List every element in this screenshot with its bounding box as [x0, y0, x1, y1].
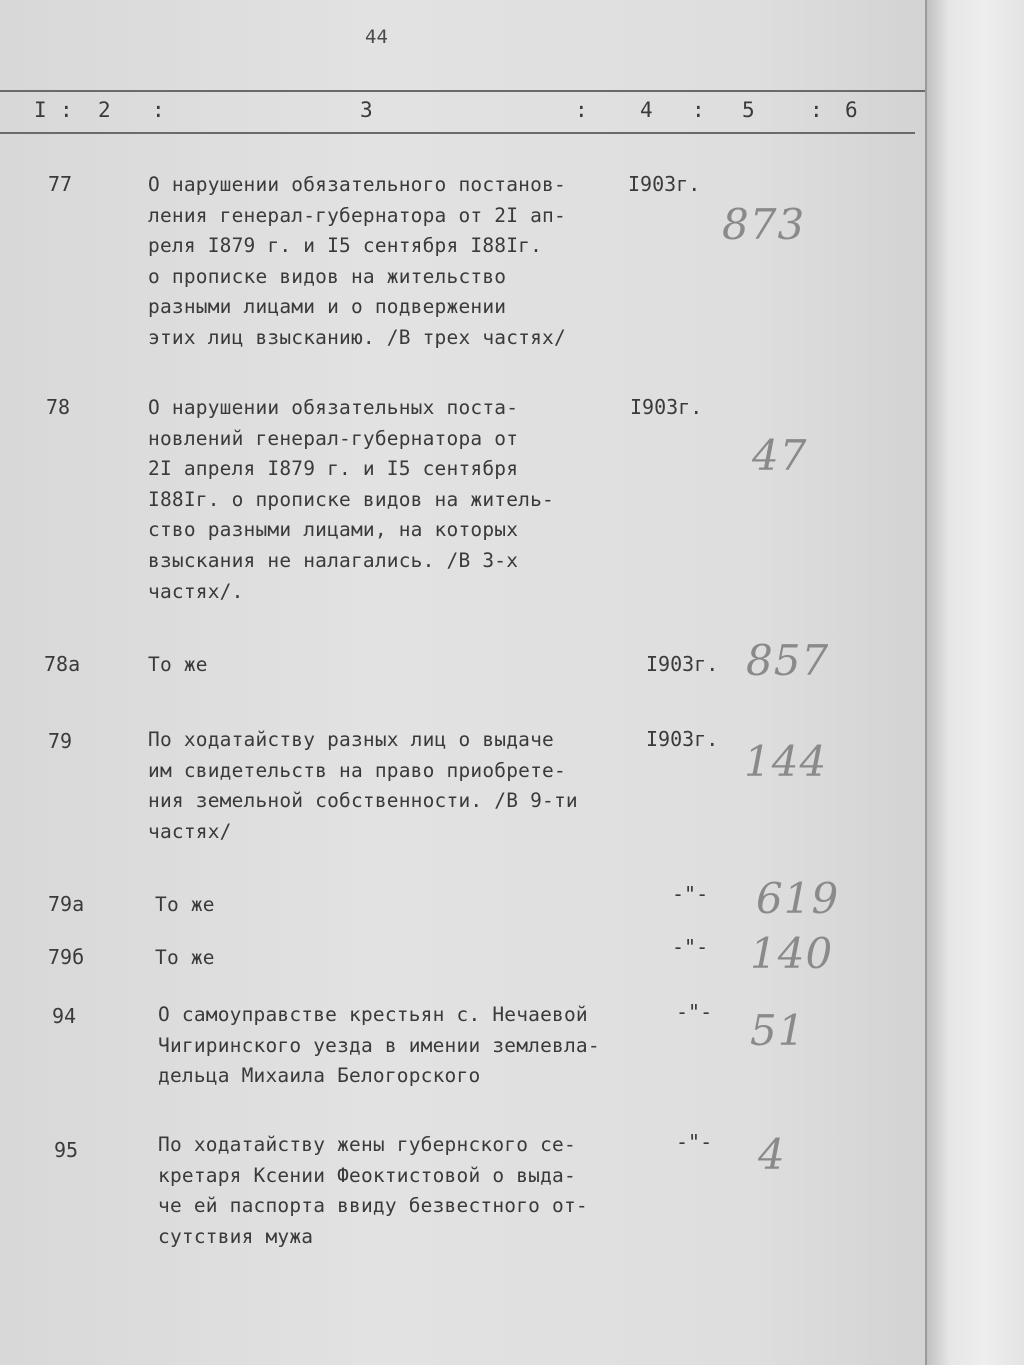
entry-year: -"-	[672, 935, 709, 959]
entry-title: О самоуправстве крестьян с. Нечаевой Чигиринского уезда в имении землевла- дельца Михаила Белогорского	[158, 1003, 600, 1088]
column-header-4: 4	[640, 98, 653, 122]
sheet-count-handwritten: 619	[756, 874, 840, 923]
entry-year: -"-	[676, 1000, 713, 1024]
entry-number: 94	[52, 1004, 77, 1028]
sheet-count-handwritten: 857	[746, 636, 830, 685]
entry-title: О нарушении обязательных поста- новлений генерал-губернатора от 2I апреля I879 г. и I5 сентября I88Iг. о прописке видов на житель- ство разными лицами, на которых взыскания не налагались. /В 3-х частях/.	[148, 396, 554, 603]
entry-title: То же	[148, 653, 208, 676]
column-header-row	[0, 98, 920, 130]
page-edge-line	[925, 0, 927, 1365]
entry-title: По ходатайству жены губернского се- кретаря Ксении Феоктистовой о выда- че ей паспорта ввиду безвестного от- сутствия мужа	[158, 1133, 588, 1248]
sheet-count-handwritten: 4	[758, 1130, 786, 1179]
header-bottom-rule	[0, 132, 915, 134]
sheet-count-handwritten: 51	[750, 1006, 806, 1055]
sheet-count-handwritten: 144	[744, 737, 828, 786]
entry-title: О нарушении обязательного постанов- ления генерал-губернатора от 2I ап- реля I879 г. и I5 сентября I88Iг. о прописке видов на жительство разными лицами и о подвержении этих лиц взысканию. /В трех частях/	[148, 173, 566, 349]
entry-number: 78	[46, 395, 71, 419]
entry-year: I903г.	[646, 652, 719, 676]
header-top-rule	[0, 90, 925, 92]
column-separator: :	[810, 98, 823, 122]
entry-number: 77	[48, 172, 73, 196]
column-header-1: I	[34, 98, 47, 122]
column-header-6: 6	[845, 98, 858, 122]
entry-title: То же	[155, 946, 215, 969]
sheet-count-handwritten: 47	[752, 431, 808, 480]
entry-title: То же	[155, 893, 215, 916]
entry-number: 79а	[48, 892, 85, 916]
page-edge-shadow	[925, 0, 1024, 1365]
entry-year: I903г.	[646, 727, 719, 751]
entry-number: 79	[48, 729, 73, 753]
column-header-5: 5	[742, 98, 755, 122]
page-number: 44	[365, 26, 388, 48]
entry-number: 78а	[44, 652, 81, 676]
column-separator: :	[575, 98, 588, 122]
column-header-3: 3	[360, 98, 373, 122]
column-header-2: 2	[98, 98, 111, 122]
column-separator: :	[152, 98, 165, 122]
entry-year: -"-	[676, 1130, 713, 1154]
sheet-count-handwritten: 873	[722, 200, 806, 249]
entry-number: 79б	[48, 945, 85, 969]
entry-year: -"-	[672, 882, 709, 906]
column-separator: :	[692, 98, 705, 122]
entry-year: I903г.	[630, 395, 703, 419]
entry-number: 95	[54, 1138, 79, 1162]
entry-title: По ходатайству разных лиц о выдаче им свидетельств на право приобрете- ния земельной собственности. /В 9-ти частях/	[148, 728, 578, 843]
column-separator: :	[60, 98, 73, 122]
sheet-count-handwritten: 140	[750, 929, 834, 978]
entry-year: I903г.	[628, 172, 701, 196]
